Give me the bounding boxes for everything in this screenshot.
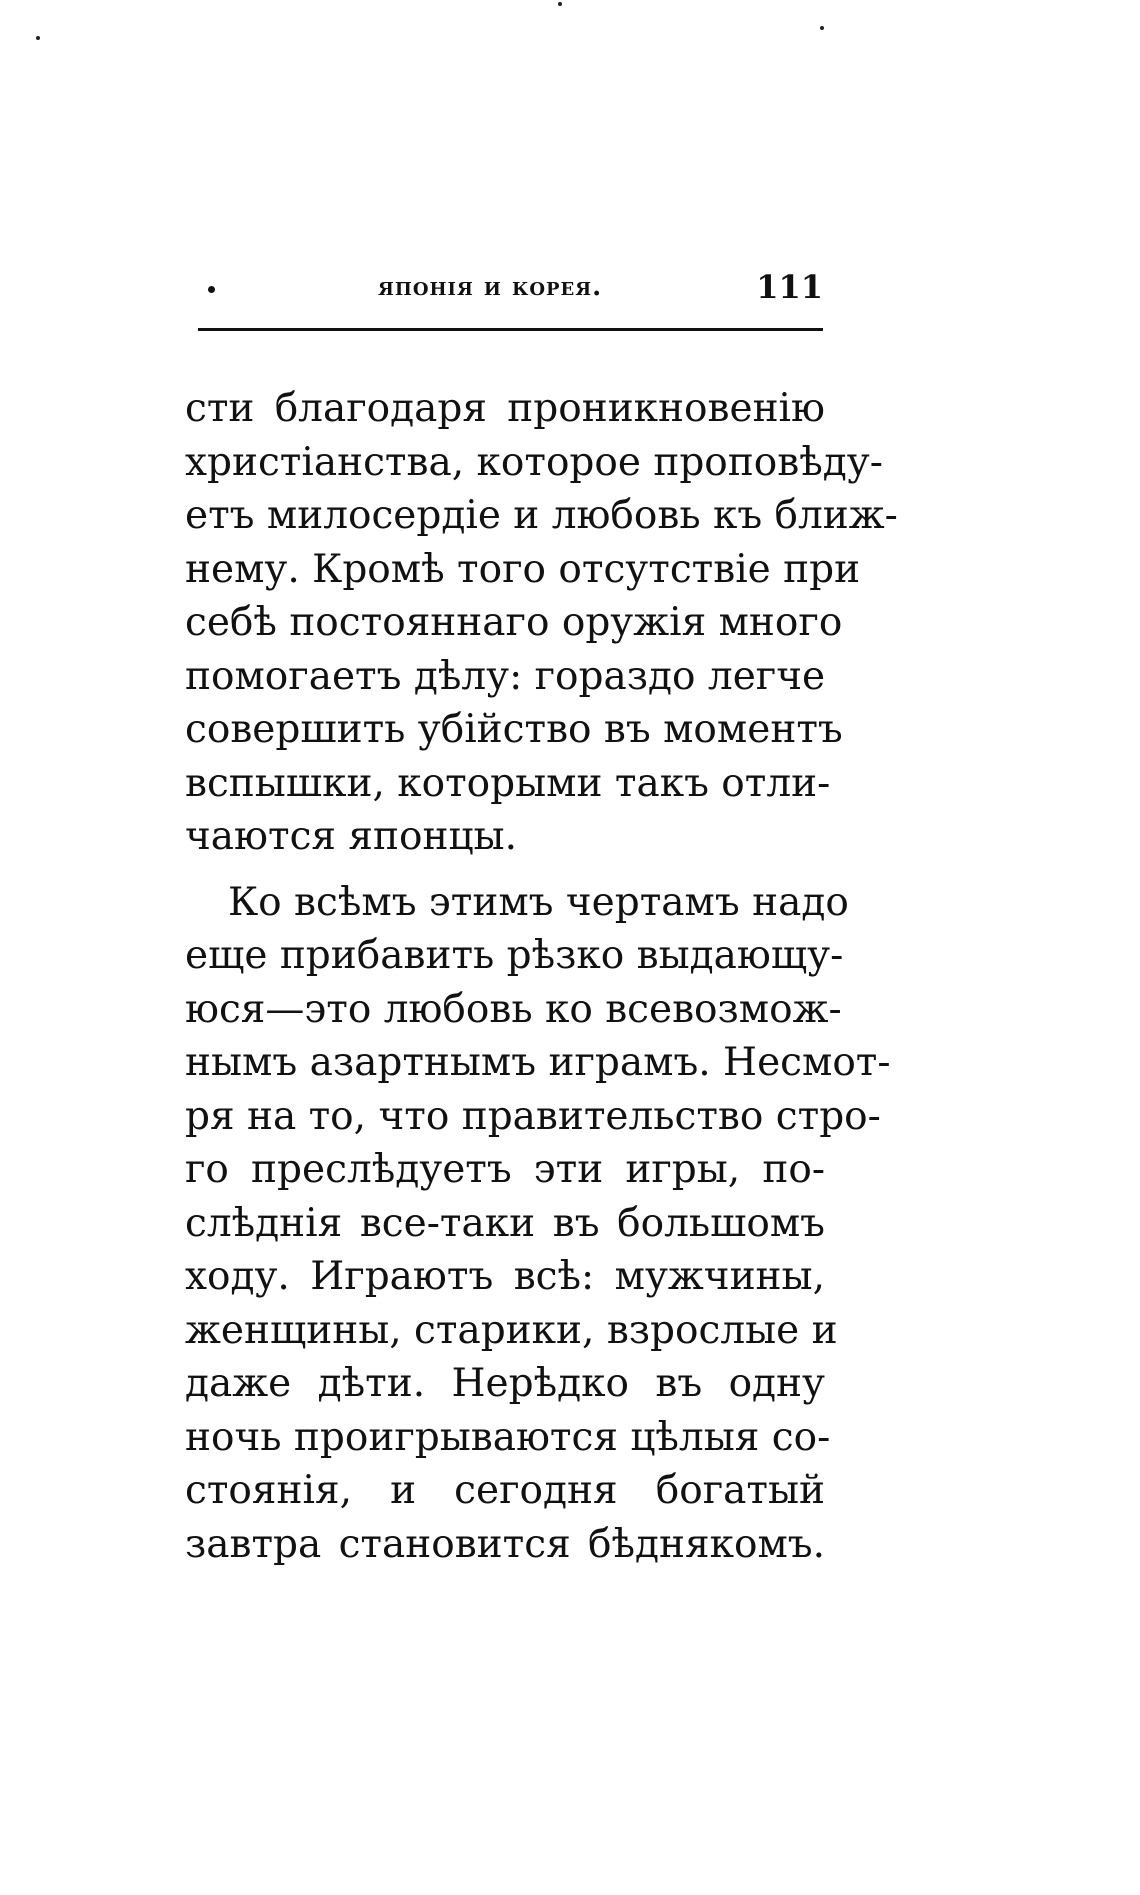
text-line: го преслѣдуетъ эти игры, по- xyxy=(185,1147,825,1192)
text-line: ходу. Играютъ всѣ: мужчины, xyxy=(185,1254,825,1299)
text-line: христіанства, которое проповѣду- xyxy=(185,439,883,485)
text-line: помогаетъ дѣлу: гораздо легче xyxy=(185,653,826,699)
text-line: слѣднія все-таки въ большомъ xyxy=(185,1200,825,1246)
paragraph-1 xyxy=(185,382,898,864)
text-line: совершить убійство въ моментъ xyxy=(185,707,843,752)
text-line: нымъ азартнымъ играмъ. Несмот- xyxy=(185,1040,891,1085)
paragraph-gap xyxy=(185,864,825,876)
text-line: себѣ постояннаго оружія много xyxy=(185,600,843,645)
text-line: женщины, старики, взрослые и xyxy=(185,1307,838,1353)
page-number: 111 xyxy=(756,268,823,306)
print-speck xyxy=(558,2,562,6)
text-line: юся—это любовь ко всевозмож- xyxy=(185,986,842,1032)
text-line: сти благодаря проникновенію xyxy=(185,386,825,431)
text-line: Ко всѣмъ этимъ чертамъ надо xyxy=(228,879,849,925)
text-line: ночь проигрываются цѣлыя со- xyxy=(185,1414,831,1460)
paragraph-2 xyxy=(185,876,891,1572)
text-line: нему. Кромѣ того отсутствіе при xyxy=(185,546,861,592)
text-line: вспышки, которыми такъ отли- xyxy=(185,760,831,806)
print-speck xyxy=(36,36,40,40)
running-title: японія и корея. xyxy=(378,272,603,302)
body-text xyxy=(185,382,898,1571)
header-rule xyxy=(198,328,823,331)
text-line: ря на то, что правительство стро- xyxy=(185,1093,881,1139)
text-line: еще прибавить рѣзко выдающу- xyxy=(185,933,844,978)
text-line: чаются японцы. xyxy=(185,814,517,859)
header-ornament-dot xyxy=(208,286,215,293)
page-header xyxy=(198,268,823,308)
print-speck xyxy=(820,26,824,30)
text-line: етъ милосердіе и любовь къ ближ- xyxy=(185,493,898,538)
text-line: стоянія, и сегодня богатый xyxy=(185,1468,825,1513)
text-line: даже дѣти. Нерѣдко въ одну xyxy=(185,1361,825,1406)
text-line: завтра становится бѣднякомъ. xyxy=(185,1521,825,1567)
